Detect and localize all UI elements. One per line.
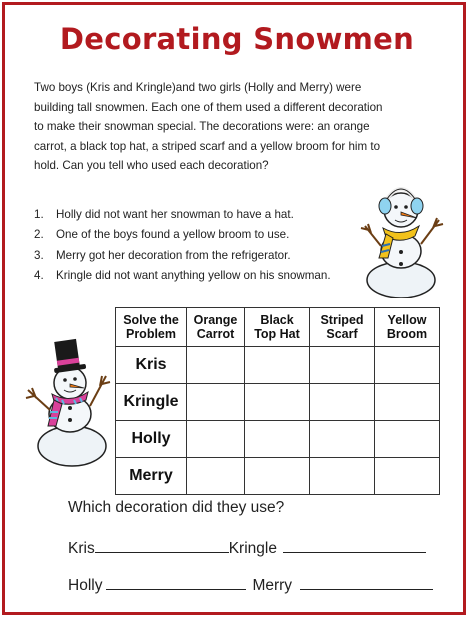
answer-label-kris: Kris (68, 540, 95, 557)
answer-blank-merry[interactable] (300, 575, 433, 590)
grid-cell[interactable] (310, 458, 375, 495)
row-label: Holly (116, 421, 187, 458)
grid-cell[interactable] (245, 458, 310, 495)
clue-text: Holly did not want her snowman to have a hat. (56, 208, 294, 221)
grid-cell[interactable] (187, 458, 245, 495)
snowman-earmuffs-icon (355, 172, 447, 298)
grid-cell[interactable] (375, 458, 440, 495)
grid-cell[interactable] (310, 421, 375, 458)
clue-item (34, 246, 364, 266)
row-label: Kringle (116, 384, 187, 421)
answer-blank-kringle[interactable] (283, 538, 426, 553)
answer-label-kringle: Kringle (228, 540, 277, 557)
answer-label-holly: Holly (68, 577, 103, 594)
grid-cell[interactable] (375, 347, 440, 384)
story-paragraph: Two boys (Kris and Kringle)and two girls (Holly and Merry) were building tall snowmen. Each one of them used a different decoration to make their snowman special. The decorations were: an orange carrot, a black top hat, a striped scarf and a yellow broom for him to hold. Can you tell who used each decoration? (34, 81, 383, 173)
grid-cell[interactable] (245, 384, 310, 421)
grid-cell[interactable] (187, 347, 245, 384)
clue-text: One of the boys found a yellow broom to use. (56, 228, 290, 242)
clue-number: 4. (34, 269, 44, 283)
grid-cell[interactable] (245, 421, 310, 458)
header-black-top-hat: Black Top Hat (245, 308, 310, 347)
grid-cell[interactable] (187, 384, 245, 421)
grid-row-merry (116, 458, 440, 495)
header-striped-scarf: Striped Scarf (310, 308, 375, 347)
header-yellow-broom: Yellow Broom (375, 308, 440, 347)
clue-number: 2. (34, 228, 44, 242)
answer-row-1 (68, 538, 426, 558)
grid-cell[interactable] (310, 384, 375, 421)
clue-item (34, 205, 364, 225)
header-orange-carrot: Orange Carrot (187, 308, 245, 347)
grid-row-holly (116, 421, 440, 458)
grid-header-row (116, 308, 440, 347)
grid-cell[interactable] (310, 347, 375, 384)
answer-blank-kris[interactable] (95, 538, 229, 553)
row-label: Merry (116, 458, 187, 495)
grid-row-kris (116, 347, 440, 384)
row-label: Kris (116, 347, 187, 384)
clue-list (34, 205, 364, 287)
snowman-top-hat-icon (22, 328, 112, 468)
grid-cell[interactable] (245, 347, 310, 384)
clue-text: Kringle did not want anything yellow on his snowman. (56, 269, 331, 283)
grid-cell[interactable] (375, 421, 440, 458)
grid-cell[interactable] (375, 384, 440, 421)
answer-label-merry: Merry (252, 577, 293, 594)
clue-item (34, 266, 364, 286)
clue-text: Merry got her decoration from the refrigerator. (56, 248, 291, 262)
header-solve: Solve the Problem (116, 308, 187, 347)
answer-blank-holly[interactable] (106, 575, 246, 590)
clue-number: 1. (34, 208, 44, 221)
clue-number: 3. (34, 248, 44, 262)
clue-item (34, 225, 364, 245)
question-text: Which decoration did they use? (68, 499, 285, 516)
page-title: Decorating Snowmen (59, 22, 415, 56)
grid-row-kringle (116, 384, 440, 421)
logic-grid (115, 307, 440, 495)
answer-row-2 (68, 575, 433, 595)
grid-cell[interactable] (187, 421, 245, 458)
